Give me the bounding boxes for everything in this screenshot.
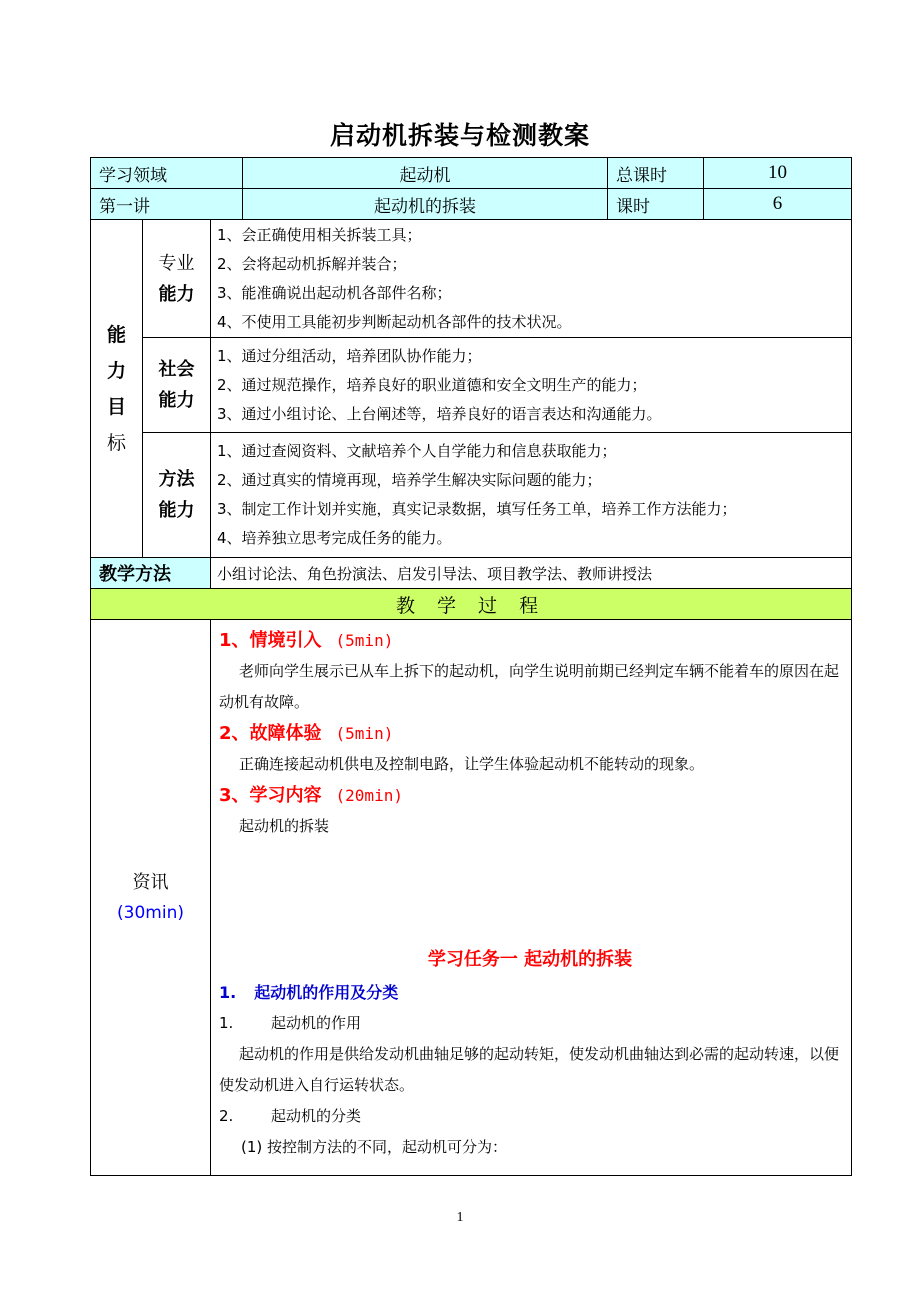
paragraph: 老师向学生展示已从车上拆下的起动机，向学生说明前期已经判定车辆不能着车的原因在起动机有故障。 [219, 662, 840, 711]
professional-ability-list [211, 220, 852, 338]
lecture-value: 起动机的拆装 [243, 189, 608, 220]
header-row-domain [91, 158, 852, 189]
list-item: 4、培养独立思考完成任务的能力。 [217, 529, 452, 547]
header-row-lecture [91, 189, 852, 220]
hours-label: 课时 [608, 189, 704, 220]
goals-row-professional [91, 220, 852, 338]
teaching-methods-row [91, 558, 852, 589]
paragraph: 起动机的作用是供给发动机曲轴足够的起动转矩，使发动机曲轴达到必需的起动转速，以便使发动机进入自行运转状态。 [219, 1045, 840, 1094]
professional-ability-label: 专业 能力 [143, 220, 211, 338]
ability-goals-label: 能 力 目 标 [91, 220, 143, 558]
document-title: 启动机拆装与检测教案 [329, 121, 590, 150]
list-item: 3、能准确说出起动机各部件名称； [217, 283, 452, 302]
process-row [91, 589, 852, 620]
total-hours-value: 10 [704, 158, 852, 189]
list-item: 3、制定工作计划并实施，真实记录数据，填写任务工单，培养工作方法能力； [217, 500, 737, 518]
lecture-label: 第一讲 [91, 189, 243, 220]
list-item: 1、会正确使用相关拆装工具； [217, 225, 422, 244]
section-heading: 3、学习内容 (20min) [219, 785, 403, 806]
subsection-heading: 1. 起动机的作用及分类 [219, 983, 399, 1002]
info-content [211, 620, 852, 1176]
list-item: 1、通过分组活动，培养团队协作能力； [217, 346, 482, 365]
list-item: 4、不使用工具能初步判断起动机各部件的技术状况。 [217, 312, 572, 331]
domain-value: 起动机 [243, 158, 608, 189]
domain-label: 学习领域 [91, 158, 243, 189]
list-item: 2、通过真实的情境再现，培养学生解决实际问题的能力； [217, 471, 602, 489]
info-label: 资讯 [132, 871, 169, 893]
section-heading: 2、故障体验 (5min) [219, 723, 394, 744]
list-item: 1、通过查阅资料、文献培养个人自学能力和信息获取能力； [217, 442, 617, 460]
hours-value: 6 [704, 189, 852, 220]
teaching-process-title: 教 学 过 程 [91, 589, 852, 620]
teaching-methods-label: 教学方法 [91, 558, 211, 589]
section-heading: 1、情境引入 (5min) [219, 630, 394, 651]
task-title: 学习任务一 起动机的拆装 [427, 949, 633, 970]
social-ability-label: 社会 能力 [143, 338, 211, 433]
info-time: (30min) [117, 902, 184, 923]
method-ability-list [211, 433, 852, 558]
social-ability-list [211, 338, 852, 433]
page-number: 1 [456, 1210, 464, 1225]
paragraph: 起动机的拆装 [239, 817, 330, 835]
paragraph: (1) 按控制方法的不同，起动机可分为： [241, 1138, 508, 1156]
numbered-heading: 1. 起动机的作用 [219, 1014, 362, 1032]
goals-row-method [91, 433, 852, 558]
list-item: 3、通过小组讨论、上台阐述等，培养良好的语言表达和沟通能力。 [217, 404, 662, 423]
goals-row-social [91, 338, 852, 433]
info-stage-label [91, 620, 211, 1176]
list-item: 2、通过规范操作，培养良好的职业道德和安全文明生产的能力； [217, 375, 647, 394]
lesson-plan-table [90, 157, 852, 1176]
teaching-methods-value: 小组讨论法、角色扮演法、启发引导法、项目教学法、教师讲授法 [211, 558, 852, 589]
numbered-heading: 2. 起动机的分类 [219, 1107, 362, 1125]
total-hours-label: 总课时 [608, 158, 704, 189]
paragraph: 正确连接起动机供电及控制电路，让学生体验起动机不能转动的现象。 [239, 755, 705, 773]
list-item: 2、会将起动机拆解并装合； [217, 254, 407, 273]
method-ability-label: 方法 能力 [143, 433, 211, 558]
info-row [91, 620, 852, 1176]
